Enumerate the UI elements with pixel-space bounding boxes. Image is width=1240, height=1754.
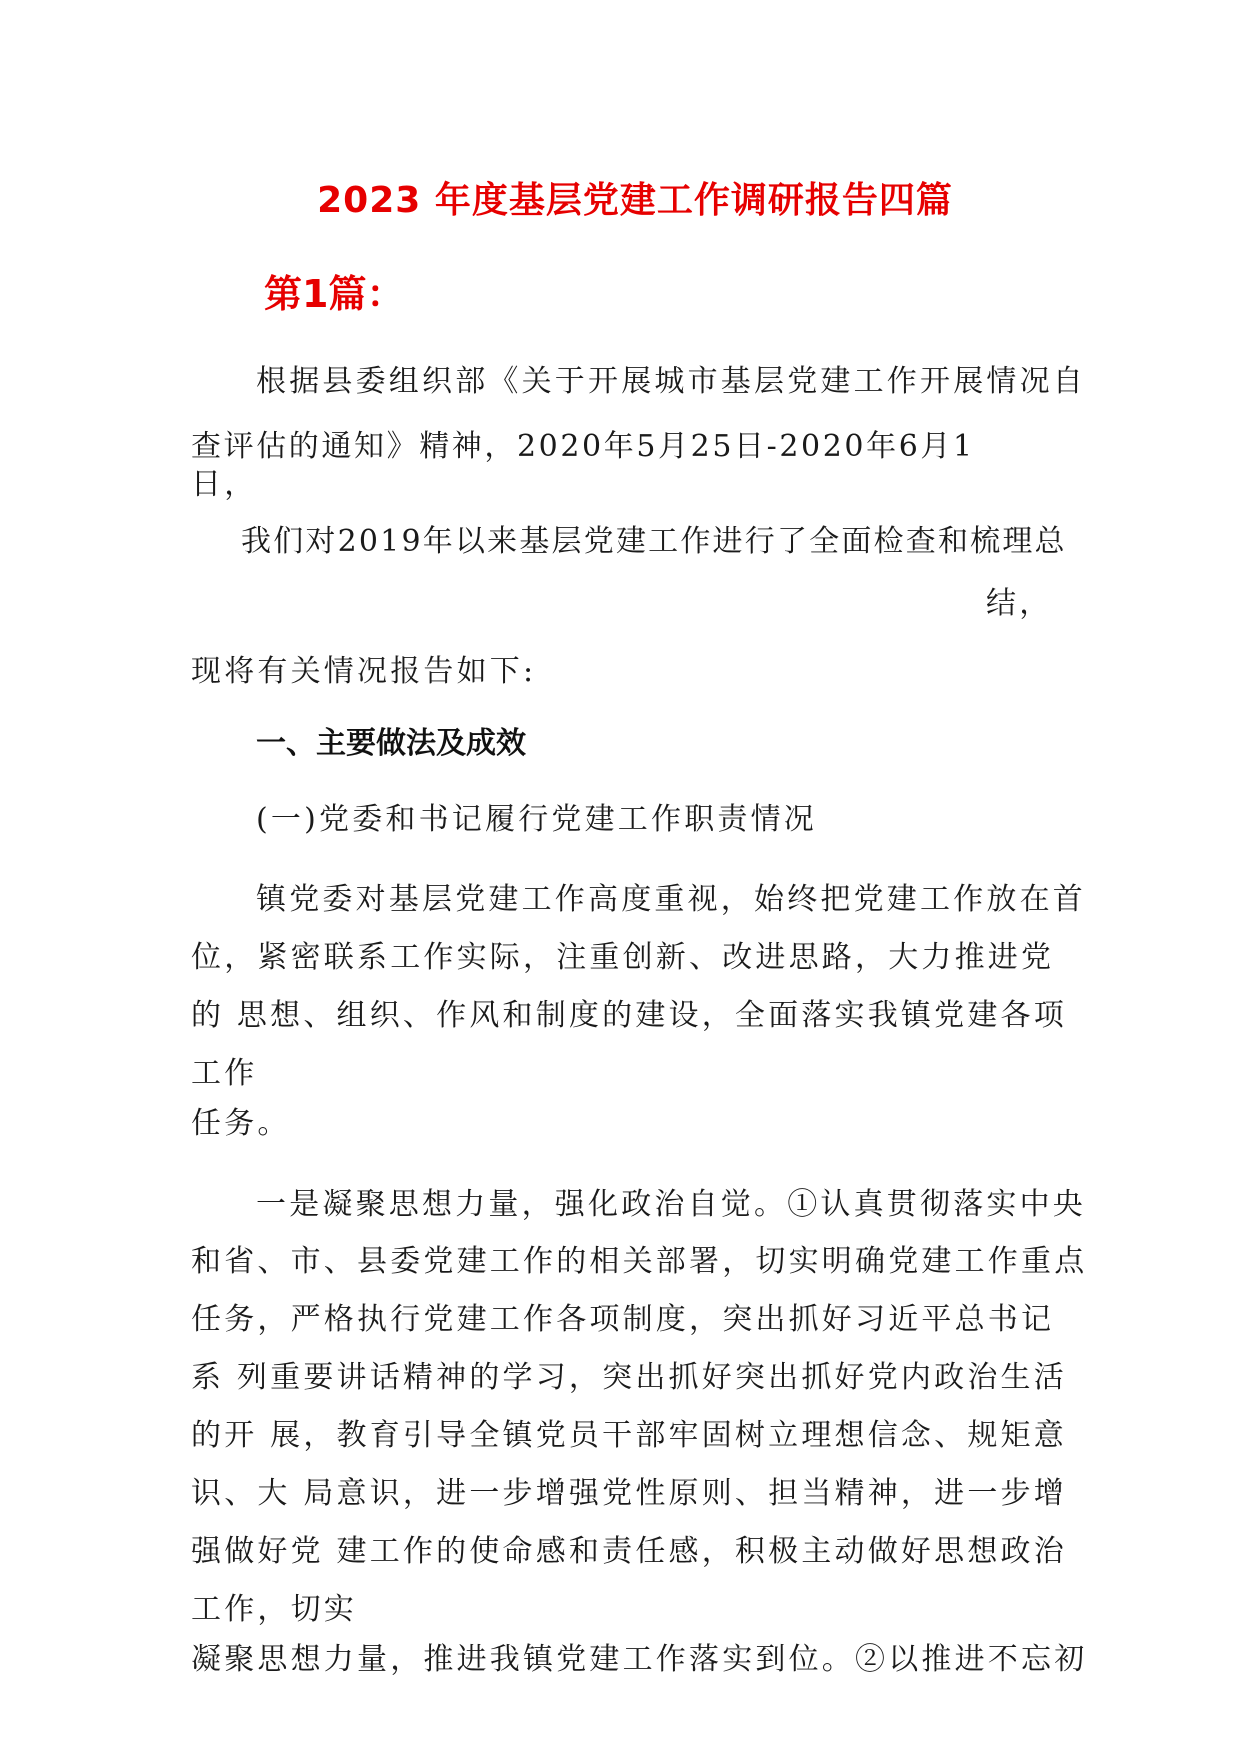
paragraph-line: 日， — [191, 467, 258, 502]
paragraph-line: 系 列重要讲话精神的学习，突出抓好突出抓好党内政治生活 — [191, 1360, 1067, 1395]
paragraph-line: 现将有关情况报告如下: — [191, 654, 537, 689]
paragraph-line: 工作，切实 — [191, 1592, 357, 1627]
paragraph-line: 任务，严格执行党建工作各项制度，突出抓好习近平总书记 — [191, 1302, 1055, 1337]
paragraph-line: 的 思想、组织、作风和制度的建设，全面落实我镇党建各项 — [191, 998, 1067, 1033]
subsection-heading: (一)党委和书记履行党建工作职责情况 — [256, 802, 818, 837]
paragraph-line: 强做好党 建工作的使命感和责任感，积极主动做好思想政治 — [191, 1534, 1067, 1569]
paragraph-line: 的开 展，教育引导全镇党员干部牢固树立理想信念、规矩意 — [191, 1418, 1067, 1453]
section-subtitle: 第1篇： — [264, 272, 405, 316]
paragraph-line: 位，紧密联系工作实际，注重创新、改进思路，大力推进党 — [191, 940, 1055, 975]
paragraph-line: 查评估的通知》精神，2020年5月25日-2020年6月1 — [191, 429, 975, 464]
paragraph-line: 镇党委对基层党建工作高度重视，始终把党建工作放在首 — [256, 882, 1086, 917]
paragraph-line: 一是凝聚思想力量，强化政治自觉。①认真贯彻落实中央 — [256, 1187, 1086, 1222]
paragraph-line: 凝聚思想力量，推进我镇党建工作落实到位。②以推进不忘初 — [191, 1642, 1088, 1677]
paragraph-line: 我们对2019年以来基层党建工作进行了全面检查和梳理总 — [241, 524, 1067, 559]
paragraph-line: 结， — [986, 586, 1053, 621]
section-heading: 一、主要做法及成效 — [256, 726, 526, 761]
paragraph-line: 识、大 局意识，进一步增强党性原则、担当精神，进一步增 — [191, 1476, 1067, 1511]
paragraph-line: 工作 — [191, 1056, 258, 1091]
document-title: 2023 年度基层党建工作调研报告四篇 — [317, 180, 953, 221]
paragraph-line: 和省、市、县委党建工作的相关部署，切实明确党建工作重点 — [191, 1244, 1088, 1279]
paragraph-line: 根据县委组织部《关于开展城市基层党建工作开展情况自 — [256, 364, 1086, 399]
paragraph-line: 任务。 — [191, 1106, 291, 1141]
